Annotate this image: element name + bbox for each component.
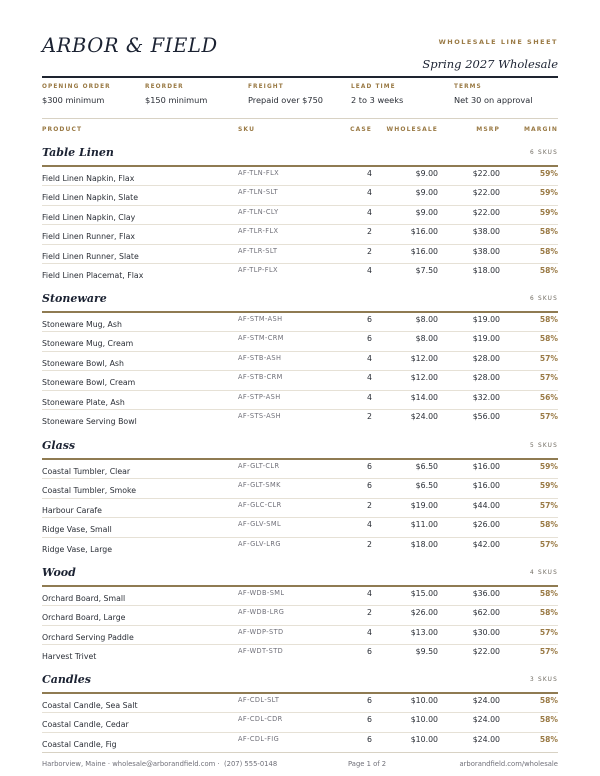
cell-sku: AF-WDP-STD	[238, 627, 284, 636]
cell-margin: 59%	[539, 481, 558, 491]
cell-msrp: $28.00	[472, 353, 500, 363]
cell-product: Orchard Board, Large	[42, 613, 126, 623]
term-opening-order	[42, 84, 111, 105]
cell-msrp: $44.00	[472, 500, 500, 510]
cell-sku: AF-STM-CRM	[238, 334, 284, 343]
col-case: CASE	[350, 126, 372, 133]
cell-product: Field Linen Napkin, Flax	[42, 174, 135, 183]
table-row	[42, 587, 558, 606]
term-lead-time	[351, 84, 403, 105]
section-title: Table Linen	[42, 146, 114, 159]
term-freight	[248, 84, 323, 105]
term-value: Prepaid over $750	[248, 95, 324, 105]
cell-msrp: $62.00	[472, 608, 500, 618]
cell-case: 6	[367, 696, 372, 705]
cell-case: 6	[367, 734, 372, 744]
cell-product: Coastal Candle, Sea Salt	[42, 701, 138, 710]
table-row	[42, 479, 558, 498]
cell-product: Stoneware Serving Bowl	[42, 416, 137, 426]
cell-msrp: $38.00	[472, 227, 500, 237]
cell-wholesale: $12.00	[410, 353, 438, 363]
cell-product: Stoneware Mug, Ash	[42, 320, 122, 329]
cell-wholesale: $10.00	[410, 696, 438, 705]
cell-wholesale: $8.00	[415, 334, 438, 344]
table-row	[42, 245, 558, 264]
footer-rule	[42, 752, 558, 753]
cell-sku: AF-TLP-FLX	[238, 265, 278, 274]
table-row	[42, 186, 558, 205]
cell-msrp: $24.00	[472, 715, 500, 725]
cell-product: Coastal Tumbler, Smoke	[42, 486, 137, 496]
cell-wholesale: $12.00	[410, 373, 438, 383]
cell-sku: AF-STB-ASH	[238, 353, 282, 362]
section-rows	[42, 694, 558, 752]
sheet-kicker: WHOLESALE LINE SHEET	[438, 38, 558, 46]
cell-case: 4	[367, 265, 372, 275]
cell-sku: AF-WDB-LRG	[238, 608, 285, 617]
footer	[42, 760, 558, 770]
cell-sku: AF-CDL-FIG	[238, 734, 280, 743]
cell-msrp: $30.00	[472, 627, 500, 637]
cell-product: Stoneware Bowl, Cream	[42, 378, 136, 388]
table-row	[42, 371, 558, 390]
section-sku-count: 3 SKUS	[530, 677, 558, 683]
cell-case: 6	[367, 334, 372, 344]
cell-case: 4	[367, 520, 372, 530]
term-value: 2 to 3 weeks	[351, 95, 404, 105]
cell-margin: 58%	[539, 734, 558, 744]
cell-msrp: $19.00	[472, 334, 500, 344]
term-label: TERMS	[454, 84, 482, 90]
cell-product: Coastal Candle, Cedar	[42, 720, 129, 730]
cell-margin: 59%	[539, 169, 558, 178]
cell-margin: 58%	[539, 520, 558, 530]
cell-product: Stoneware Bowl, Ash	[42, 358, 124, 368]
cell-wholesale: $6.50	[415, 481, 438, 491]
table-row	[42, 538, 558, 557]
cell-msrp: $42.00	[472, 539, 500, 549]
cell-margin: 56%	[539, 392, 558, 402]
cell-margin: 57%	[539, 373, 558, 383]
section-rows	[42, 460, 558, 557]
cell-margin: 57%	[539, 627, 558, 637]
term-value: $150 minimum	[145, 95, 208, 105]
cell-msrp: $22.00	[472, 207, 500, 217]
cell-sku: AF-GLV-LRG	[238, 539, 281, 548]
col-msrp: MSRP	[476, 126, 500, 133]
section-rows	[42, 313, 558, 429]
cell-msrp: $24.00	[472, 734, 500, 744]
cell-case: 4	[367, 353, 372, 363]
cell-margin: 58%	[539, 715, 558, 725]
cell-case: 4	[367, 589, 372, 598]
section-sku-count: 4 SKUS	[530, 570, 558, 576]
table-row	[42, 626, 558, 645]
cell-wholesale: $10.00	[410, 734, 438, 744]
table-row	[42, 410, 558, 429]
cell-msrp: $36.00	[472, 589, 500, 598]
cell-sku: AF-CDL-SLT	[238, 696, 280, 704]
cell-wholesale: $6.50	[415, 462, 438, 471]
cell-sku: AF-GLT-SMK	[238, 481, 281, 490]
table-row	[42, 713, 558, 732]
table-row	[42, 645, 558, 664]
cell-msrp: $18.00	[472, 265, 500, 275]
cell-sku: AF-TLN-CLY	[238, 207, 279, 216]
table-row	[42, 518, 558, 537]
section-sku-count: 5 SKUS	[530, 443, 558, 449]
section-rows	[42, 587, 558, 665]
cell-case: 2	[367, 411, 372, 421]
col-sku: SKU	[238, 126, 256, 133]
cell-case: 6	[367, 647, 372, 657]
cell-sku: AF-STM-ASH	[238, 315, 283, 323]
cell-wholesale: $9.00	[415, 169, 438, 178]
cell-product: Field Linen Runner, Slate	[42, 251, 139, 261]
cell-case: 2	[367, 500, 372, 510]
cell-case: 2	[367, 608, 372, 618]
cell-product: Orchard Board, Small	[42, 594, 126, 603]
section-title: Glass	[42, 439, 76, 452]
cell-wholesale: $24.00	[410, 411, 438, 421]
cell-case: 2	[367, 227, 372, 237]
cell-sku: AF-TLN-FLX	[238, 169, 280, 177]
col-product: PRODUCT	[42, 126, 83, 133]
cell-margin: 57%	[539, 500, 558, 510]
cell-wholesale: $14.00	[410, 392, 438, 402]
cell-wholesale: $18.00	[410, 539, 438, 549]
footer-phone: (207) 555-0148	[224, 760, 278, 768]
cell-product: Harvest Trivet	[42, 652, 97, 662]
brand-name: ARBOR & FIELD	[42, 34, 218, 57]
term-label: FREIGHT	[248, 84, 284, 90]
table-row	[42, 499, 558, 518]
section-title: Wood	[42, 566, 76, 579]
table-row	[42, 167, 558, 186]
cell-sku: AF-GLC-CLR	[238, 500, 282, 509]
cell-case: 4	[367, 627, 372, 637]
table-row	[42, 606, 558, 625]
cell-wholesale: $9.00	[415, 207, 438, 217]
col-wholesale: WHOLESALE	[386, 126, 438, 133]
cell-product: Harbour Carafe	[42, 505, 102, 515]
cell-wholesale: $26.00	[410, 608, 438, 618]
cell-sku: AF-STB-CRM	[238, 373, 283, 382]
cell-margin: 58%	[539, 589, 558, 598]
cell-wholesale: $11.00	[410, 520, 438, 530]
cell-wholesale: $19.00	[410, 500, 438, 510]
cell-sku: AF-STP-ASH	[238, 392, 281, 401]
cell-product: Field Linen Napkin, Clay	[42, 212, 136, 222]
cell-sku: AF-WDB-SML	[238, 589, 285, 597]
cell-sku: AF-TLR-FLX	[238, 227, 279, 236]
cell-sku: AF-CDL-CDR	[238, 715, 283, 724]
footer-address: Harborview, Maine · wholesale@arborandfield.com ·	[42, 760, 220, 768]
table-row	[42, 460, 558, 479]
section-sku-count: 6 SKUS	[530, 150, 558, 156]
cell-margin: 58%	[539, 227, 558, 237]
table-row	[42, 733, 558, 752]
cell-margin: 59%	[539, 207, 558, 217]
term-label: LEAD TIME	[351, 84, 396, 90]
cell-margin: 57%	[539, 411, 558, 421]
cell-msrp: $38.00	[472, 246, 500, 256]
term-payment-terms	[454, 84, 533, 105]
cell-sku: AF-TLR-SLT	[238, 246, 278, 255]
cell-msrp: $16.00	[472, 462, 500, 471]
cell-margin: 58%	[539, 246, 558, 256]
cell-product: Stoneware Mug, Cream	[42, 339, 134, 349]
cell-product: Coastal Candle, Fig	[42, 739, 117, 749]
cell-case: 4	[367, 207, 372, 217]
table-row	[42, 225, 558, 244]
cell-wholesale: $16.00	[410, 227, 438, 237]
cell-sku: AF-TLN-SLT	[238, 188, 279, 197]
column-header	[42, 126, 558, 136]
term-value: Net 30 on approval	[454, 95, 533, 105]
cell-sku: AF-STS-ASH	[238, 411, 281, 420]
cell-wholesale: $15.00	[410, 589, 438, 598]
cell-product: Coastal Tumbler, Clear	[42, 467, 131, 476]
cell-margin: 58%	[539, 608, 558, 618]
section-rows	[42, 167, 558, 283]
cell-wholesale: $10.00	[410, 715, 438, 725]
cell-msrp: $16.00	[472, 481, 500, 491]
cell-product: Orchard Serving Paddle	[42, 632, 134, 642]
cell-margin: 57%	[539, 353, 558, 363]
cell-wholesale: $13.00	[410, 627, 438, 637]
cell-sku: AF-GLV-SML	[238, 520, 282, 529]
cell-margin: 57%	[539, 647, 558, 657]
cell-msrp: $22.00	[472, 169, 500, 178]
order-terms	[42, 84, 558, 114]
cell-wholesale: $8.00	[415, 315, 438, 324]
cell-case: 4	[367, 169, 372, 178]
cell-msrp: $56.00	[472, 411, 500, 421]
cell-sku: AF-WDT-STD	[238, 647, 284, 656]
cell-margin: 58%	[539, 315, 558, 324]
cell-product: Field Linen Runner, Flax	[42, 232, 136, 242]
table-row	[42, 694, 558, 713]
cell-margin: 58%	[539, 696, 558, 705]
cell-msrp: $22.00	[472, 188, 500, 198]
cell-msrp: $26.00	[472, 520, 500, 530]
cell-product: Field Linen Placemat, Flax	[42, 270, 144, 280]
cell-wholesale: $9.50	[415, 647, 438, 657]
cell-case: 6	[367, 462, 372, 471]
cell-wholesale: $9.00	[415, 188, 438, 198]
footer-website: arborandfield.com/wholesale	[459, 760, 558, 768]
cell-case: 4	[367, 392, 372, 402]
cell-msrp: $19.00	[472, 315, 500, 324]
cell-product: Stoneware Plate, Ash	[42, 397, 125, 407]
table-row	[42, 352, 558, 371]
cell-case: 6	[367, 481, 372, 491]
footer-page-number: Page 1 of 2	[348, 760, 387, 768]
cell-product: Ridge Vase, Large	[42, 544, 113, 554]
cell-wholesale: $16.00	[410, 246, 438, 256]
term-reorder	[145, 84, 207, 105]
cell-margin: 59%	[539, 188, 558, 198]
section-sku-count: 6 SKUS	[530, 296, 558, 302]
cell-case: 4	[367, 373, 372, 383]
cell-case: 4	[367, 188, 372, 198]
term-value: $300 minimum	[42, 95, 105, 105]
cell-product: Ridge Vase, Small	[42, 525, 112, 535]
cell-sku: AF-GLT-CLR	[238, 462, 280, 470]
cell-margin: 58%	[539, 334, 558, 344]
cell-margin: 59%	[539, 462, 558, 471]
cell-case: 6	[367, 715, 372, 725]
cell-product: Field Linen Napkin, Slate	[42, 193, 139, 203]
section-title: Candles	[42, 673, 91, 686]
section-title: Stoneware	[42, 292, 107, 305]
table-row	[42, 206, 558, 225]
cell-msrp: $32.00	[472, 392, 500, 402]
table-row	[42, 313, 558, 332]
cell-wholesale: $7.50	[415, 265, 438, 275]
cell-msrp: $28.00	[472, 373, 500, 383]
col-margin: MARGIN	[523, 126, 558, 133]
table-row	[42, 332, 558, 351]
header-rule	[42, 76, 558, 78]
terms-rule	[42, 118, 558, 119]
cell-margin: 58%	[539, 265, 558, 275]
term-label: REORDER	[145, 84, 184, 90]
cell-case: 6	[367, 315, 372, 324]
table-row	[42, 391, 558, 410]
season-title: Spring 2027 Wholesale	[422, 57, 558, 71]
cell-case: 2	[367, 539, 372, 549]
cell-msrp: $24.00	[472, 696, 500, 705]
cell-case: 2	[367, 246, 372, 256]
term-label: OPENING ORDER	[42, 84, 111, 90]
table-row	[42, 264, 558, 283]
cell-margin: 57%	[539, 539, 558, 549]
cell-msrp: $22.00	[472, 647, 500, 657]
